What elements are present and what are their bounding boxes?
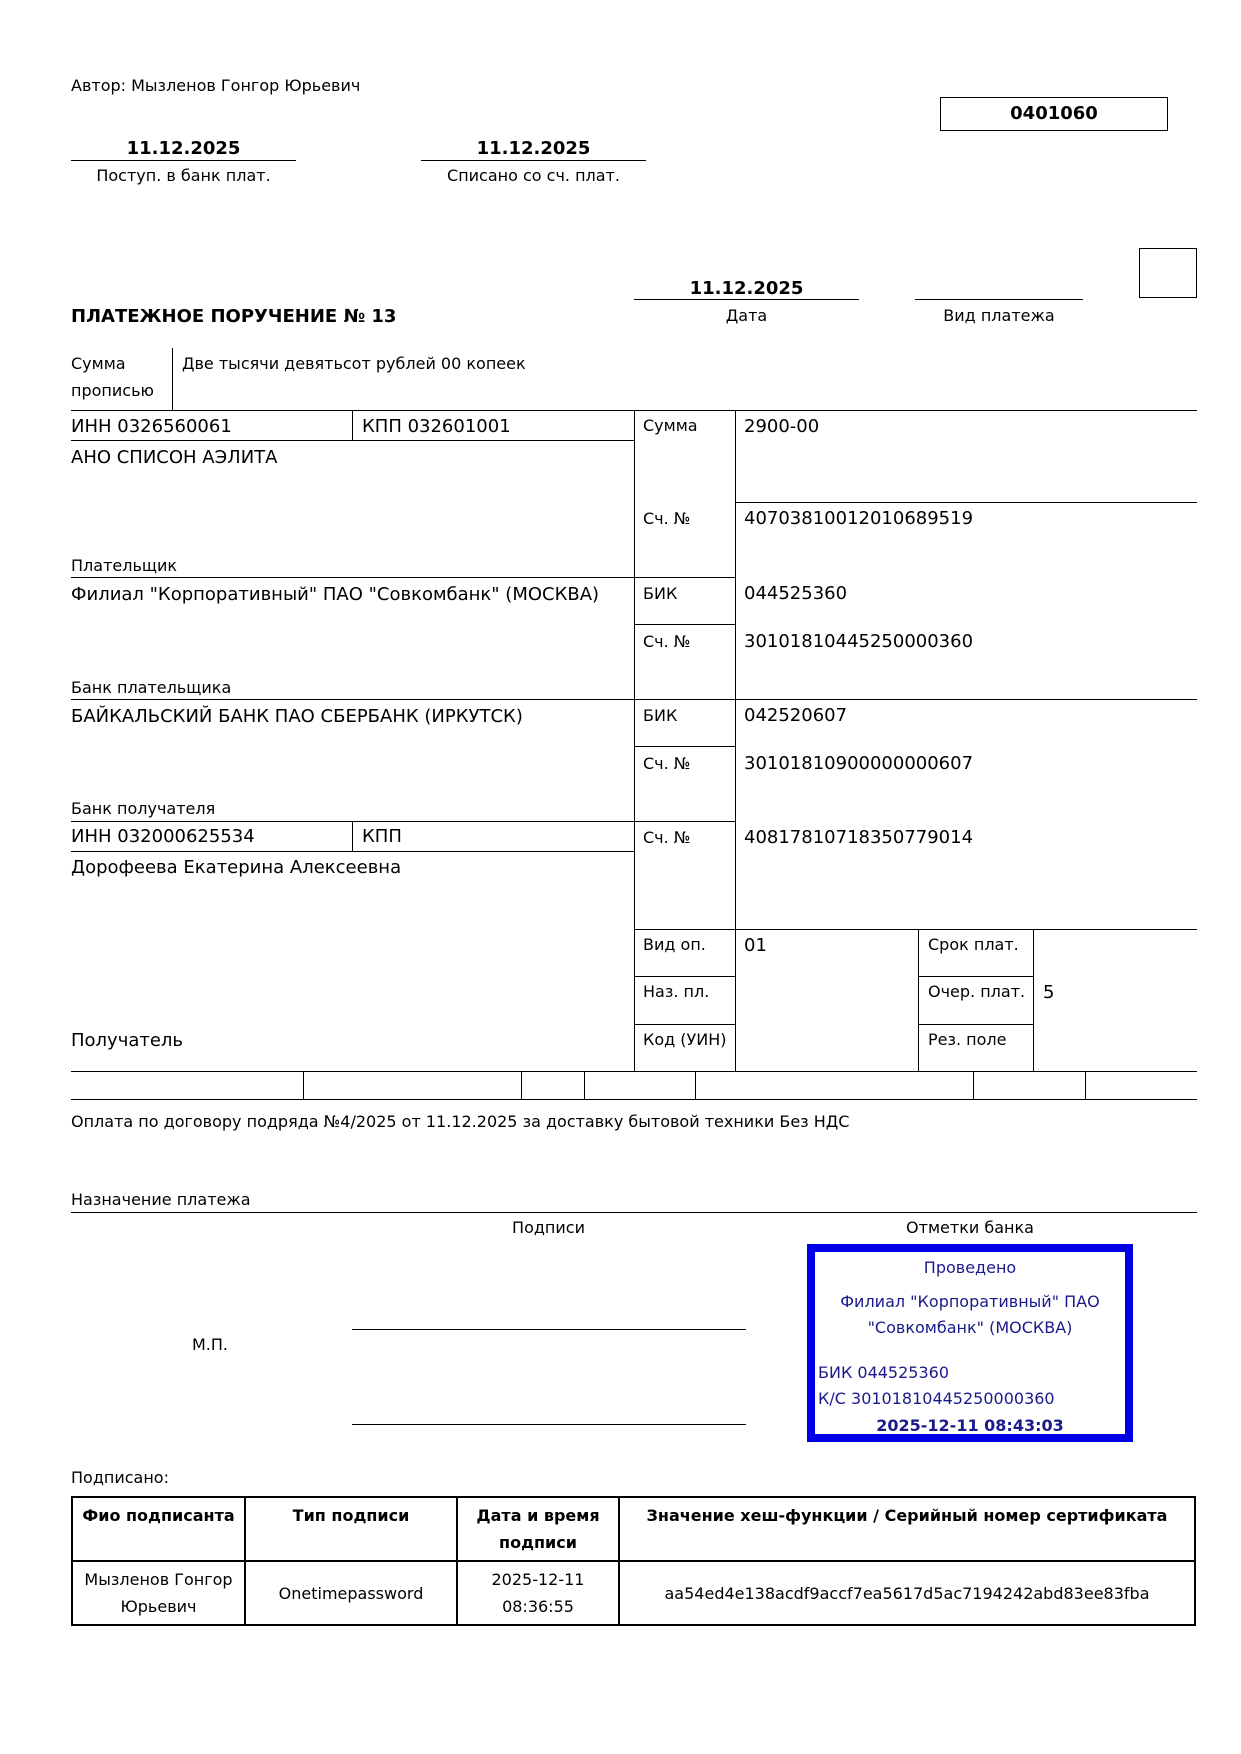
signed-caption: Подписано: (71, 1468, 169, 1487)
amount-value: 2900-00 (744, 416, 820, 437)
ocher-plat-label: Очер. плат. (928, 982, 1026, 1001)
payee-name: Дорофеева Екатерина Алексеевна (71, 857, 402, 878)
order-date-caption: Дата (725, 306, 768, 325)
payee-bank-acc: 30101810900000000607 (744, 753, 974, 774)
divider (352, 821, 353, 851)
purpose-text: Оплата по договору подряда №4/2025 от 11.12.2025 за доставку бытовой техники Без НДС (71, 1112, 850, 1131)
receipt-date: 11.12.2025 (126, 138, 241, 159)
payer-bank-acc: 30101810445250000360 (744, 631, 974, 652)
payee-acc-label: Сч. № (643, 828, 691, 847)
payer-kpp: КПП 032601001 (362, 416, 511, 437)
table-row (72, 1561, 1195, 1625)
debit-date-line (421, 160, 646, 161)
payer-account-value: 40703810012010689519 (744, 508, 974, 529)
order-date-line (634, 299, 859, 300)
divider (735, 553, 736, 1072)
signatures-table (71, 1496, 1196, 1626)
stamp-status: Проведено (923, 1258, 1017, 1277)
payee-kpp: КПП (362, 826, 402, 847)
vid-op-value: 01 (744, 935, 767, 956)
status-box (1139, 248, 1197, 298)
amount-words-label-2: прописью (71, 381, 154, 400)
form-code: 0401060 (1010, 103, 1098, 124)
cell-sig-type: Onetimepassword (245, 1561, 457, 1625)
signature-line-1 (352, 1329, 746, 1330)
divider (352, 410, 353, 440)
form-code-box (940, 97, 1168, 131)
divider (634, 1024, 735, 1025)
receipt-date-line (71, 160, 296, 161)
order-date: 11.12.2025 (689, 278, 804, 299)
divider (918, 1024, 1033, 1025)
payment-type-line (915, 299, 1083, 300)
payee-bank-acc-label: Сч. № (643, 754, 691, 773)
debit-date-caption: Списано со сч. плат. (447, 166, 620, 185)
divider (918, 929, 919, 1072)
signatures-caption: Подписи (512, 1218, 585, 1237)
stamp-bank-line-1: Филиал "Корпоративный" ПАО (840, 1292, 1100, 1311)
signature-line-2 (352, 1424, 746, 1425)
divider (634, 624, 735, 625)
payer-name: АНО СПИСОН АЭЛИТА (71, 447, 278, 468)
payer-bank-bik-label: БИК (643, 584, 678, 603)
rez-pole-label: Рез. поле (928, 1030, 1007, 1049)
table-header-row (72, 1497, 1195, 1561)
bank-stamp (807, 1244, 1133, 1442)
divider (735, 410, 736, 553)
debit-date: 11.12.2025 (476, 138, 591, 159)
order-title: ПЛАТЕЖНОЕ ПОРУЧЕНИЕ № 13 (71, 306, 397, 327)
divider (71, 1071, 1197, 1072)
divider (71, 821, 735, 822)
divider (735, 502, 1197, 503)
divider (172, 348, 173, 410)
header-sig-type: Тип подписи (245, 1497, 457, 1561)
divider (634, 746, 735, 747)
stamp-bik: БИК 044525360 (818, 1363, 950, 1382)
payer-bank-bik: 044525360 (744, 583, 848, 604)
payer-bank-name: Филиал "Корпоративный" ПАО "Совкомбанк" (МОСКВА) (71, 584, 600, 605)
payment-type-caption: Вид платежа (943, 306, 1055, 325)
kod-uin-label: Код (УИН) (643, 1030, 727, 1049)
cell-signer: Мызленов Гонгор Юрьевич (72, 1561, 245, 1625)
payee-bank-bik-label: БИК (643, 706, 678, 725)
payer-bank-caption: Банк плательщика (71, 678, 232, 697)
divider (1085, 1071, 1086, 1099)
naz-pl-label: Наз. пл. (643, 982, 710, 1001)
divider (1033, 929, 1034, 1072)
divider (634, 410, 635, 1072)
divider (71, 851, 634, 852)
amount-words-label-1: Сумма (71, 354, 126, 373)
divider (973, 1071, 974, 1099)
payee-inn: ИНН 032000625534 (71, 826, 255, 847)
stamp-bank-line-2: "Совкомбанк" (МОСКВА) (867, 1318, 1073, 1337)
payer-caption: Плательщик (71, 556, 178, 575)
author-line: Автор: Мызленов Гонгор Юрьевич (71, 76, 361, 95)
divider (71, 440, 634, 441)
payee-caption: Получатель (71, 1030, 184, 1051)
divider (303, 1071, 304, 1099)
payee-bank-name: БАЙКАЛЬСКИЙ БАНК ПАО СБЕРБАНК (ИРКУТСК) (71, 706, 523, 727)
srok-plat-label: Срок плат. (928, 935, 1019, 954)
receipt-date-caption: Поступ. в банк плат. (96, 166, 271, 185)
divider (584, 1071, 585, 1099)
divider (918, 976, 1033, 977)
divider (71, 1099, 1197, 1100)
header-hash: Значение хеш-функции / Серийный номер сертификата (619, 1497, 1195, 1561)
header-signer: Фио подписанта (72, 1497, 245, 1561)
mp-label: М.П. (192, 1335, 229, 1354)
amount-words-value: Две тысячи девятьсот рублей 00 копеек (182, 354, 526, 373)
cell-hash: aa54ed4e138acdf9accf7ea5617d5ac7194242abd83ee83fba (619, 1561, 1195, 1625)
payee-bank-caption: Банк получателя (71, 799, 216, 818)
payer-account-label: Сч. № (643, 509, 691, 528)
divider (71, 577, 735, 578)
divider (634, 976, 735, 977)
header-datetime: Дата и время подписи (457, 1497, 619, 1561)
cell-datetime: 2025-12-11 08:36:55 (457, 1561, 619, 1625)
payer-inn: ИНН 0326560061 (71, 416, 232, 437)
payer-bank-acc-label: Сч. № (643, 632, 691, 651)
payee-bank-bik: 042520607 (744, 705, 848, 726)
purpose-caption: Назначение платежа (71, 1190, 251, 1209)
payee-acc: 40817810718350779014 (744, 827, 974, 848)
stamp-ks: К/С 30101810445250000360 (818, 1389, 1055, 1408)
ocher-plat-value: 5 (1043, 982, 1055, 1003)
divider (71, 1212, 1197, 1213)
divider (695, 1071, 696, 1099)
bank-marks-caption: Отметки банка (906, 1218, 1034, 1237)
vid-op-label: Вид оп. (643, 935, 706, 954)
amount-label: Сумма (643, 416, 698, 435)
stamp-datetime: 2025-12-11 08:43:03 (876, 1416, 1064, 1435)
divider (634, 929, 1197, 930)
divider (521, 1071, 522, 1099)
divider (71, 699, 1197, 700)
